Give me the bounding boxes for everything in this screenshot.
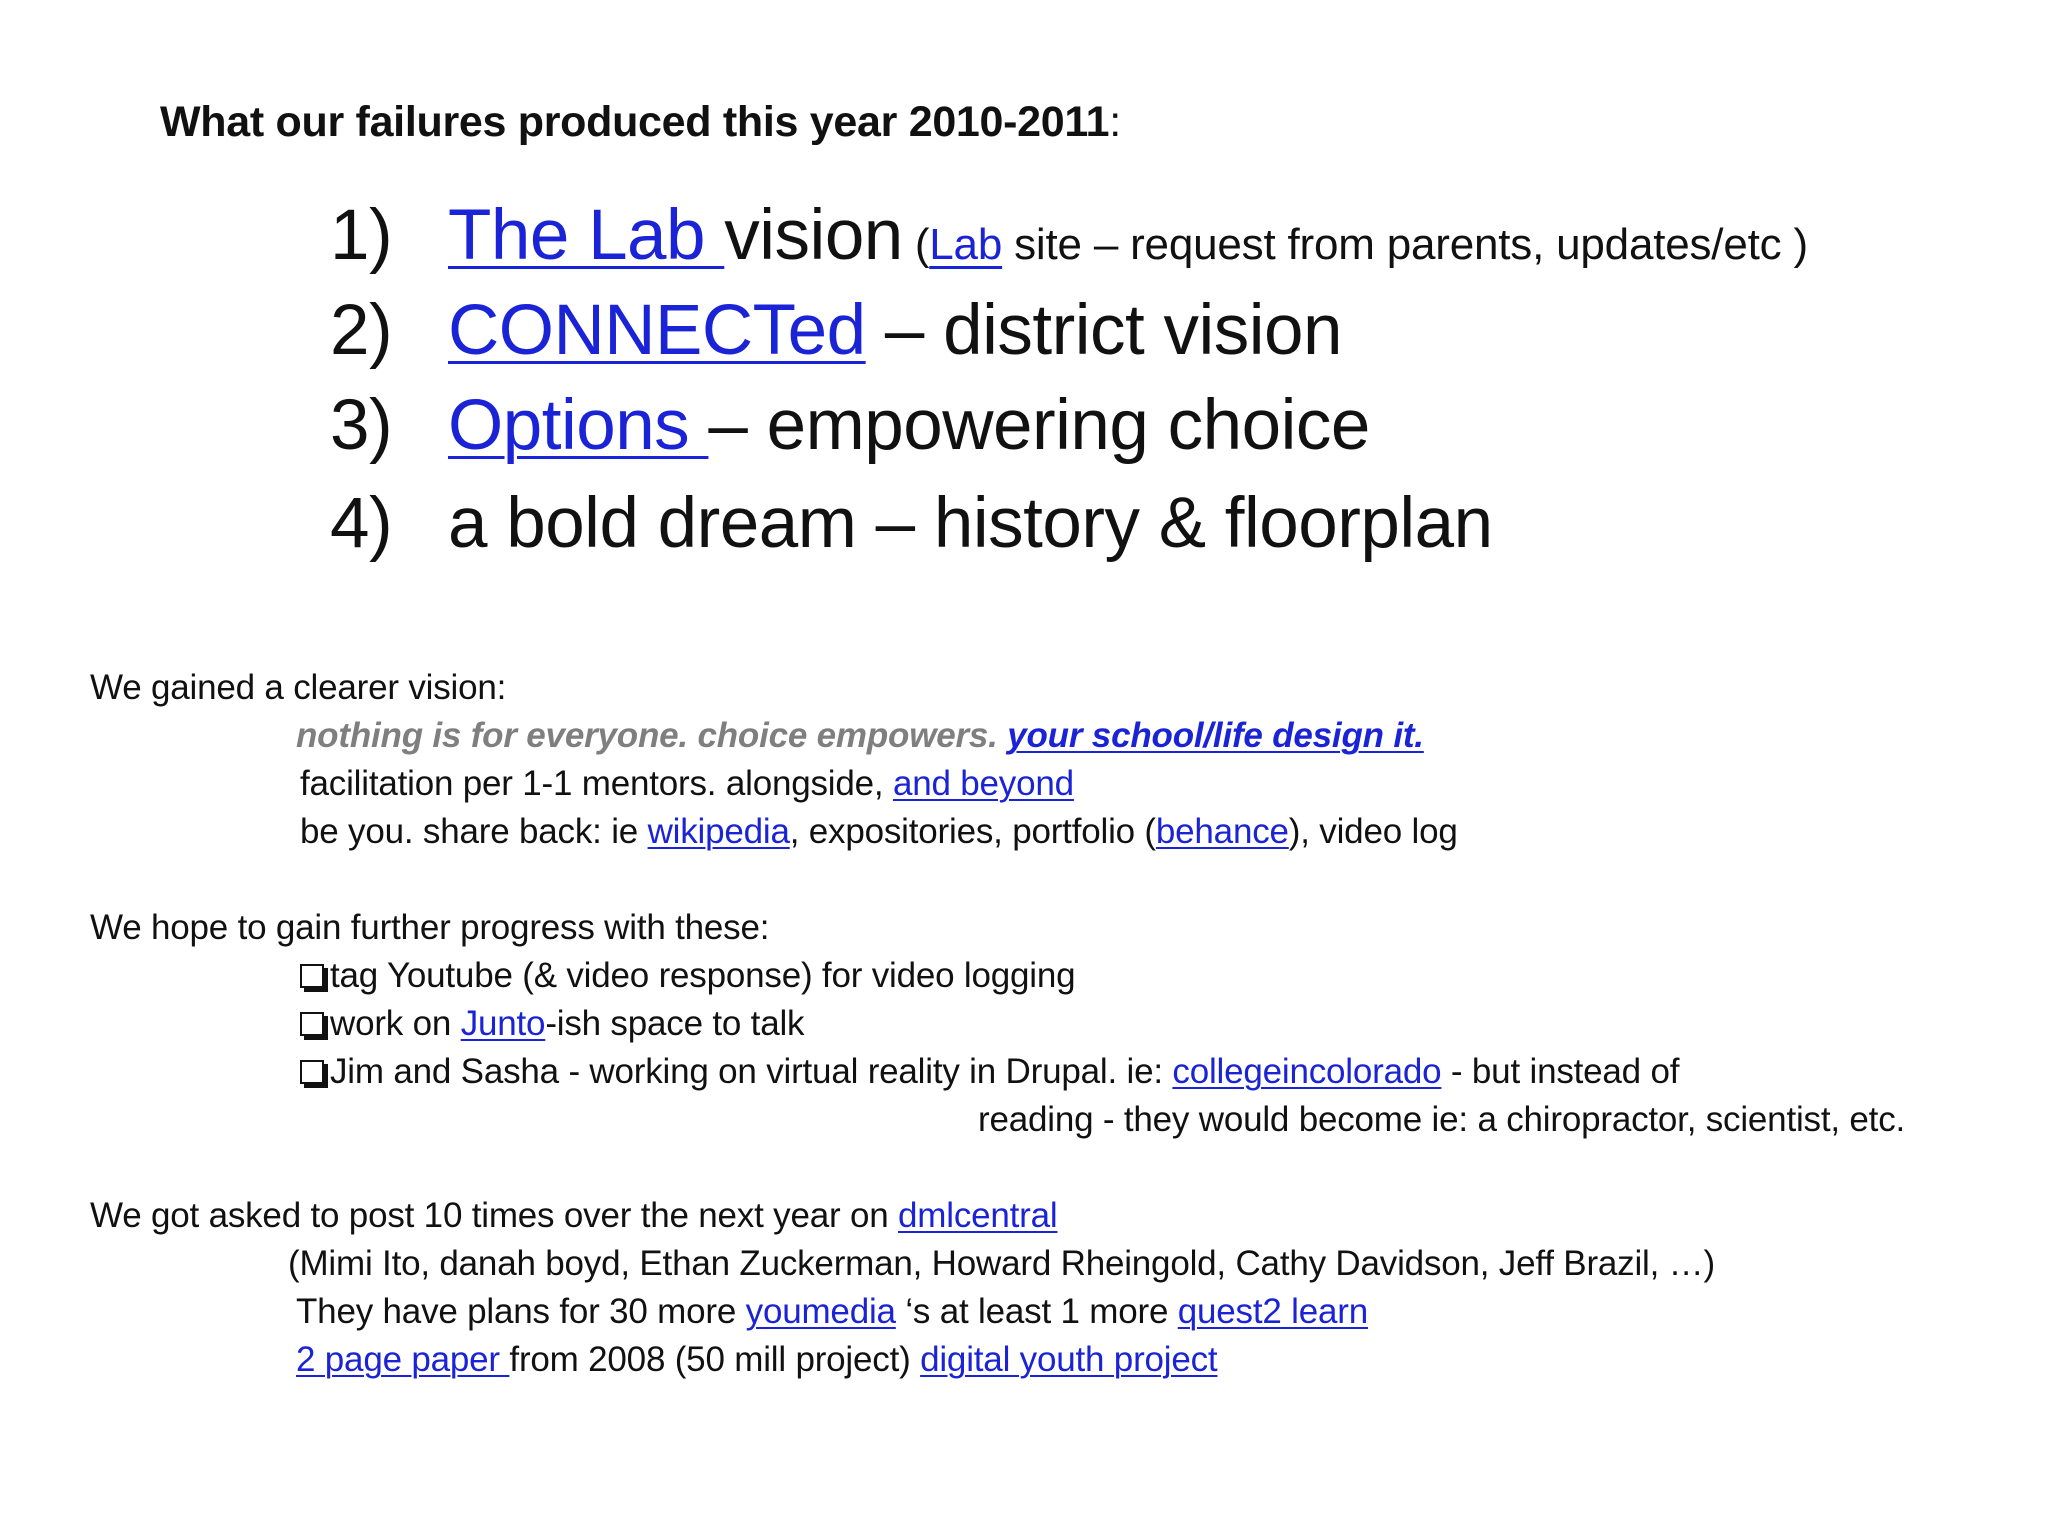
progress-item-2 — [300, 1004, 804, 1044]
failure-number: 4) — [330, 484, 393, 563]
posts-names: (Mimi Ito, danah boyd, Ethan Zuckerman, Howard Rheingold, Cathy Davidson, Jeff Brazil, …) — [288, 1244, 1715, 1283]
progress-intro: We hope to gain further progress with these: — [90, 908, 770, 947]
design-it-link[interactable]: your school/life design it. — [1007, 716, 1424, 755]
failure-number: 3) — [330, 386, 393, 465]
plans-text: They have plans for 30 more — [296, 1292, 746, 1331]
failure-text: a bold dream – history & floorplan — [448, 484, 1493, 563]
share-back-text: , expositories, portfolio ( — [789, 812, 1156, 851]
wikipedia-link[interactable]: wikipedia — [647, 812, 790, 851]
posts-intro — [90, 1196, 1057, 1236]
dmlcentral-link[interactable]: dmlcentral — [898, 1196, 1058, 1235]
plans-text: ‘s at least 1 more — [895, 1292, 1178, 1331]
collegeincolorado-link[interactable]: collegeincolorado — [1172, 1052, 1442, 1091]
vision-intro: We gained a clearer vision: — [90, 668, 507, 707]
posts-plans — [296, 1292, 1368, 1332]
checkbox-bullet-icon — [300, 1060, 324, 1084]
behance-link[interactable]: behance — [1155, 812, 1289, 851]
motto-text: nothing is for everyone. choice empowers. — [296, 716, 1008, 755]
progress-item-1 — [300, 956, 1075, 996]
failure-text: vision — [724, 196, 903, 275]
vision-facilitation — [300, 764, 1074, 804]
paper-text: from 2008 (50 mill project) — [509, 1340, 921, 1379]
share-back-text: ), video log — [1288, 812, 1458, 851]
lab-site-description: site – request from parents, updates/etc ) — [1002, 220, 1808, 269]
progress-item-3-continued: reading - they would become ie: a chiropractor, scientist, etc. — [978, 1100, 1906, 1139]
facilitation-text: facilitation per 1-1 mentors. alongside, — [300, 764, 893, 803]
digital-youth-project-link[interactable]: digital youth project — [920, 1340, 1218, 1379]
progress-item-text: - but instead of — [1441, 1052, 1680, 1091]
connected-link[interactable]: CONNECTed — [448, 291, 866, 370]
two-page-paper-link[interactable]: 2 page paper — [296, 1340, 510, 1379]
slide-title-colon: : — [1109, 98, 1121, 146]
junto-link[interactable]: Junto — [460, 1004, 546, 1043]
failure-text: – empowering choice — [708, 386, 1370, 465]
share-back-text: be you. share back: ie — [300, 812, 648, 851]
posts-paper — [296, 1340, 1217, 1380]
progress-item-3 — [300, 1052, 1679, 1092]
failure-text: – district vision — [865, 291, 1342, 370]
checkbox-bullet-icon — [300, 1012, 324, 1036]
vision-share-back — [300, 812, 1458, 852]
progress-item-text: tag Youtube (& video response) for video logging — [330, 956, 1076, 995]
paren-open: ( — [902, 220, 930, 269]
progress-item-text: -ish space to talk — [545, 1004, 805, 1043]
slide-title — [160, 98, 1121, 147]
youmedia-link[interactable]: youmedia — [745, 1292, 896, 1331]
failure-number: 1) — [330, 196, 393, 275]
and-beyond-link[interactable]: and beyond — [892, 764, 1074, 803]
slide-title-text: What our failures produced this year 2010-2011 — [160, 98, 1110, 146]
posts-intro-text: We got asked to post 10 times over the next year on — [90, 1196, 899, 1235]
vision-motto — [296, 716, 1424, 756]
lab-site-link[interactable]: Lab — [929, 220, 1003, 269]
checkbox-bullet-icon — [300, 964, 324, 988]
the-lab-link[interactable]: The Lab — [448, 196, 725, 275]
failure-number: 2) — [330, 291, 393, 370]
progress-item-text: Jim and Sasha - working on virtual reality in Drupal. ie: — [330, 1052, 1173, 1091]
quest2-learn-link[interactable]: quest2 learn — [1177, 1292, 1369, 1331]
progress-item-text: work on — [330, 1004, 461, 1043]
options-link[interactable]: Options — [448, 386, 709, 465]
